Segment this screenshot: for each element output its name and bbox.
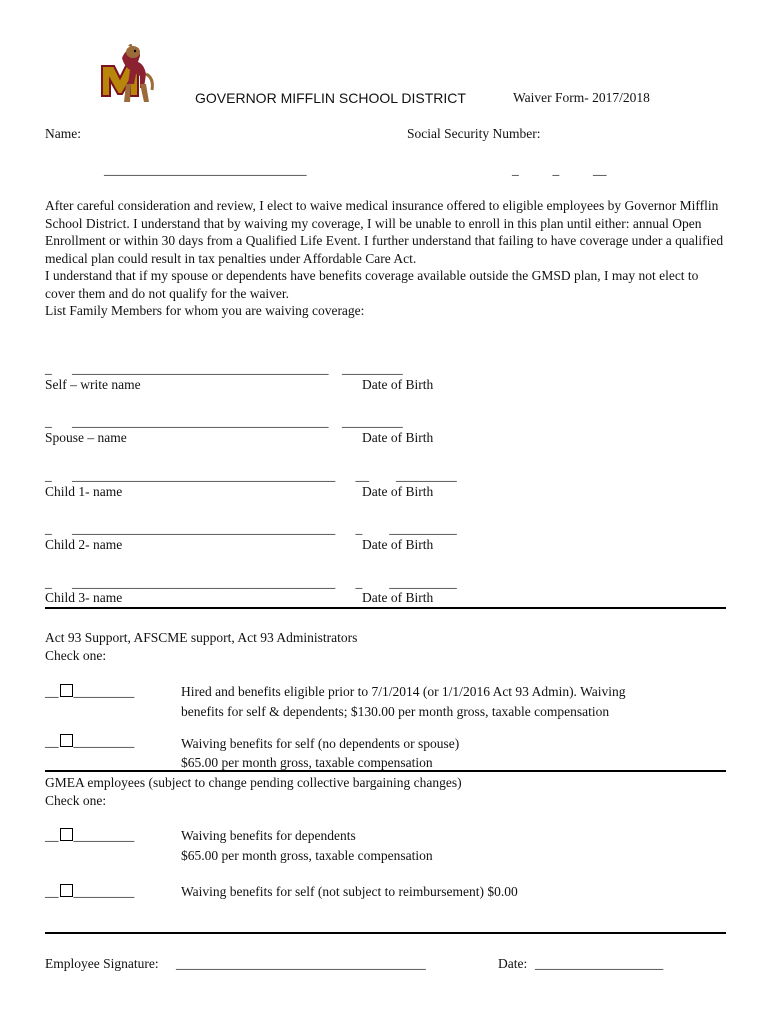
child3-name-field[interactable]: _ _______________________________________ _ __________ <box>45 575 457 590</box>
option-text-line1: Waiving benefits for dependents <box>181 828 356 843</box>
checkbox-icon[interactable] <box>60 684 73 697</box>
district-title: GOVERNOR MIFFLIN SCHOOL DISTRICT <box>195 90 466 106</box>
section1-option2-checkbox[interactable] <box>45 734 134 750</box>
section2-title: GMEA employees (subject to change pending collective bargaining changes) <box>45 775 462 790</box>
checkbox-icon[interactable] <box>60 828 73 841</box>
checkbox-icon[interactable] <box>60 884 73 897</box>
ssn-field[interactable]: _ _ __ <box>512 162 607 177</box>
section-divider <box>45 607 726 609</box>
spouse-name-field[interactable]: _ ______________________________________ _________ <box>45 414 403 429</box>
signature-label: Employee Signature: <box>45 956 159 971</box>
child3-dob-label: Date of Birth <box>362 590 434 605</box>
footer-divider <box>45 932 726 934</box>
district-logo-icon <box>100 44 158 106</box>
statement-paragraph-1: After careful consideration and review, I elect to waive medical insurance offered to eligible employees by Governor Mifflin School District. I understand that by waiving my coverage, I will be unable to enroll in this plan until either: annual Open Enrollment or within 30 days from a Qualified Life Event. I further understand that failing to have coverage under a qualified medical plan could result in tax penalties under Affordable Care Act. <box>45 198 724 266</box>
section2-check-label: Check one: <box>45 793 107 808</box>
option-prefix: __ <box>45 684 59 699</box>
spouse-label: Spouse – name <box>45 430 127 445</box>
child3-label: Child 3- name <box>45 590 123 605</box>
statement-paragraph-2: I understand that if my spouse or dependents have benefits coverage available outside the GMSD plan, I may not elect to cover them and do not qualify for the waiver. <box>45 268 699 301</box>
section2-option2-checkbox[interactable] <box>45 884 134 900</box>
section2-option1-text <box>181 826 433 866</box>
child1-name-field[interactable]: _ _______________________________________ __ _________ <box>45 468 457 483</box>
self-label: Self – write name <box>45 377 141 392</box>
ssn-label: Social Security Number: <box>407 126 541 141</box>
option-text-line2: $65.00 per month gross, taxable compensation <box>181 755 433 770</box>
date-label: Date: <box>498 956 528 971</box>
spouse-dob-label: Date of Birth <box>362 430 434 445</box>
child2-name-field[interactable]: _ _______________________________________ _ __________ <box>45 521 457 536</box>
option-suffix: _________ <box>73 684 135 699</box>
section1-title: Act 93 Support, AFSCME support, Act 93 Administrators <box>45 630 358 645</box>
name-label: Name: <box>45 126 81 141</box>
statement-paragraph-3: List Family Members for whom you are waiving coverage: <box>45 303 365 318</box>
child1-label: Child 1- name <box>45 484 123 499</box>
child1-dob-label: Date of Birth <box>362 484 434 499</box>
section1-option1-text <box>181 682 625 722</box>
option-suffix: _________ <box>73 884 135 899</box>
option-suffix: _________ <box>73 828 135 843</box>
option-text-line2: benefits for self & dependents; $130.00 per month gross, taxable compensation <box>181 704 610 719</box>
self-name-field[interactable]: _ ______________________________________ _________ <box>45 361 403 376</box>
child2-dob-label: Date of Birth <box>362 537 434 552</box>
option-text-line1: Waiving benefits for self (no dependents or spouse) <box>181 736 460 751</box>
option-suffix: _________ <box>73 734 135 749</box>
form-title: Waiver Form- 2017/2018 <box>513 90 650 105</box>
option-text-line2: $65.00 per month gross, taxable compensation <box>181 848 433 863</box>
section2-option1-checkbox[interactable] <box>45 828 134 844</box>
option-text-line1: Hired and benefits eligible prior to 7/1/2014 (or 1/1/2016 Act 93 Admin). Waiving <box>181 684 626 699</box>
date-field[interactable]: ___________________ <box>535 956 664 971</box>
option-prefix: __ <box>45 734 59 749</box>
option-prefix: __ <box>45 884 59 899</box>
signature-field[interactable]: _____________________________________ <box>176 956 426 971</box>
self-dob-label: Date of Birth <box>362 377 434 392</box>
section-divider <box>45 770 726 772</box>
checkbox-icon[interactable] <box>60 734 73 747</box>
waiver-statement <box>45 197 725 320</box>
option-prefix: __ <box>45 828 59 843</box>
section1-check-label: Check one: <box>45 648 107 663</box>
section1-option2-text <box>181 734 459 772</box>
section1-option1-checkbox[interactable] <box>45 684 134 700</box>
name-field[interactable]: ______________________________ <box>104 162 307 177</box>
section2-option2-text: Waiving benefits for self (not subject to reimbursement) $0.00 <box>181 884 518 899</box>
child2-label: Child 2- name <box>45 537 123 552</box>
